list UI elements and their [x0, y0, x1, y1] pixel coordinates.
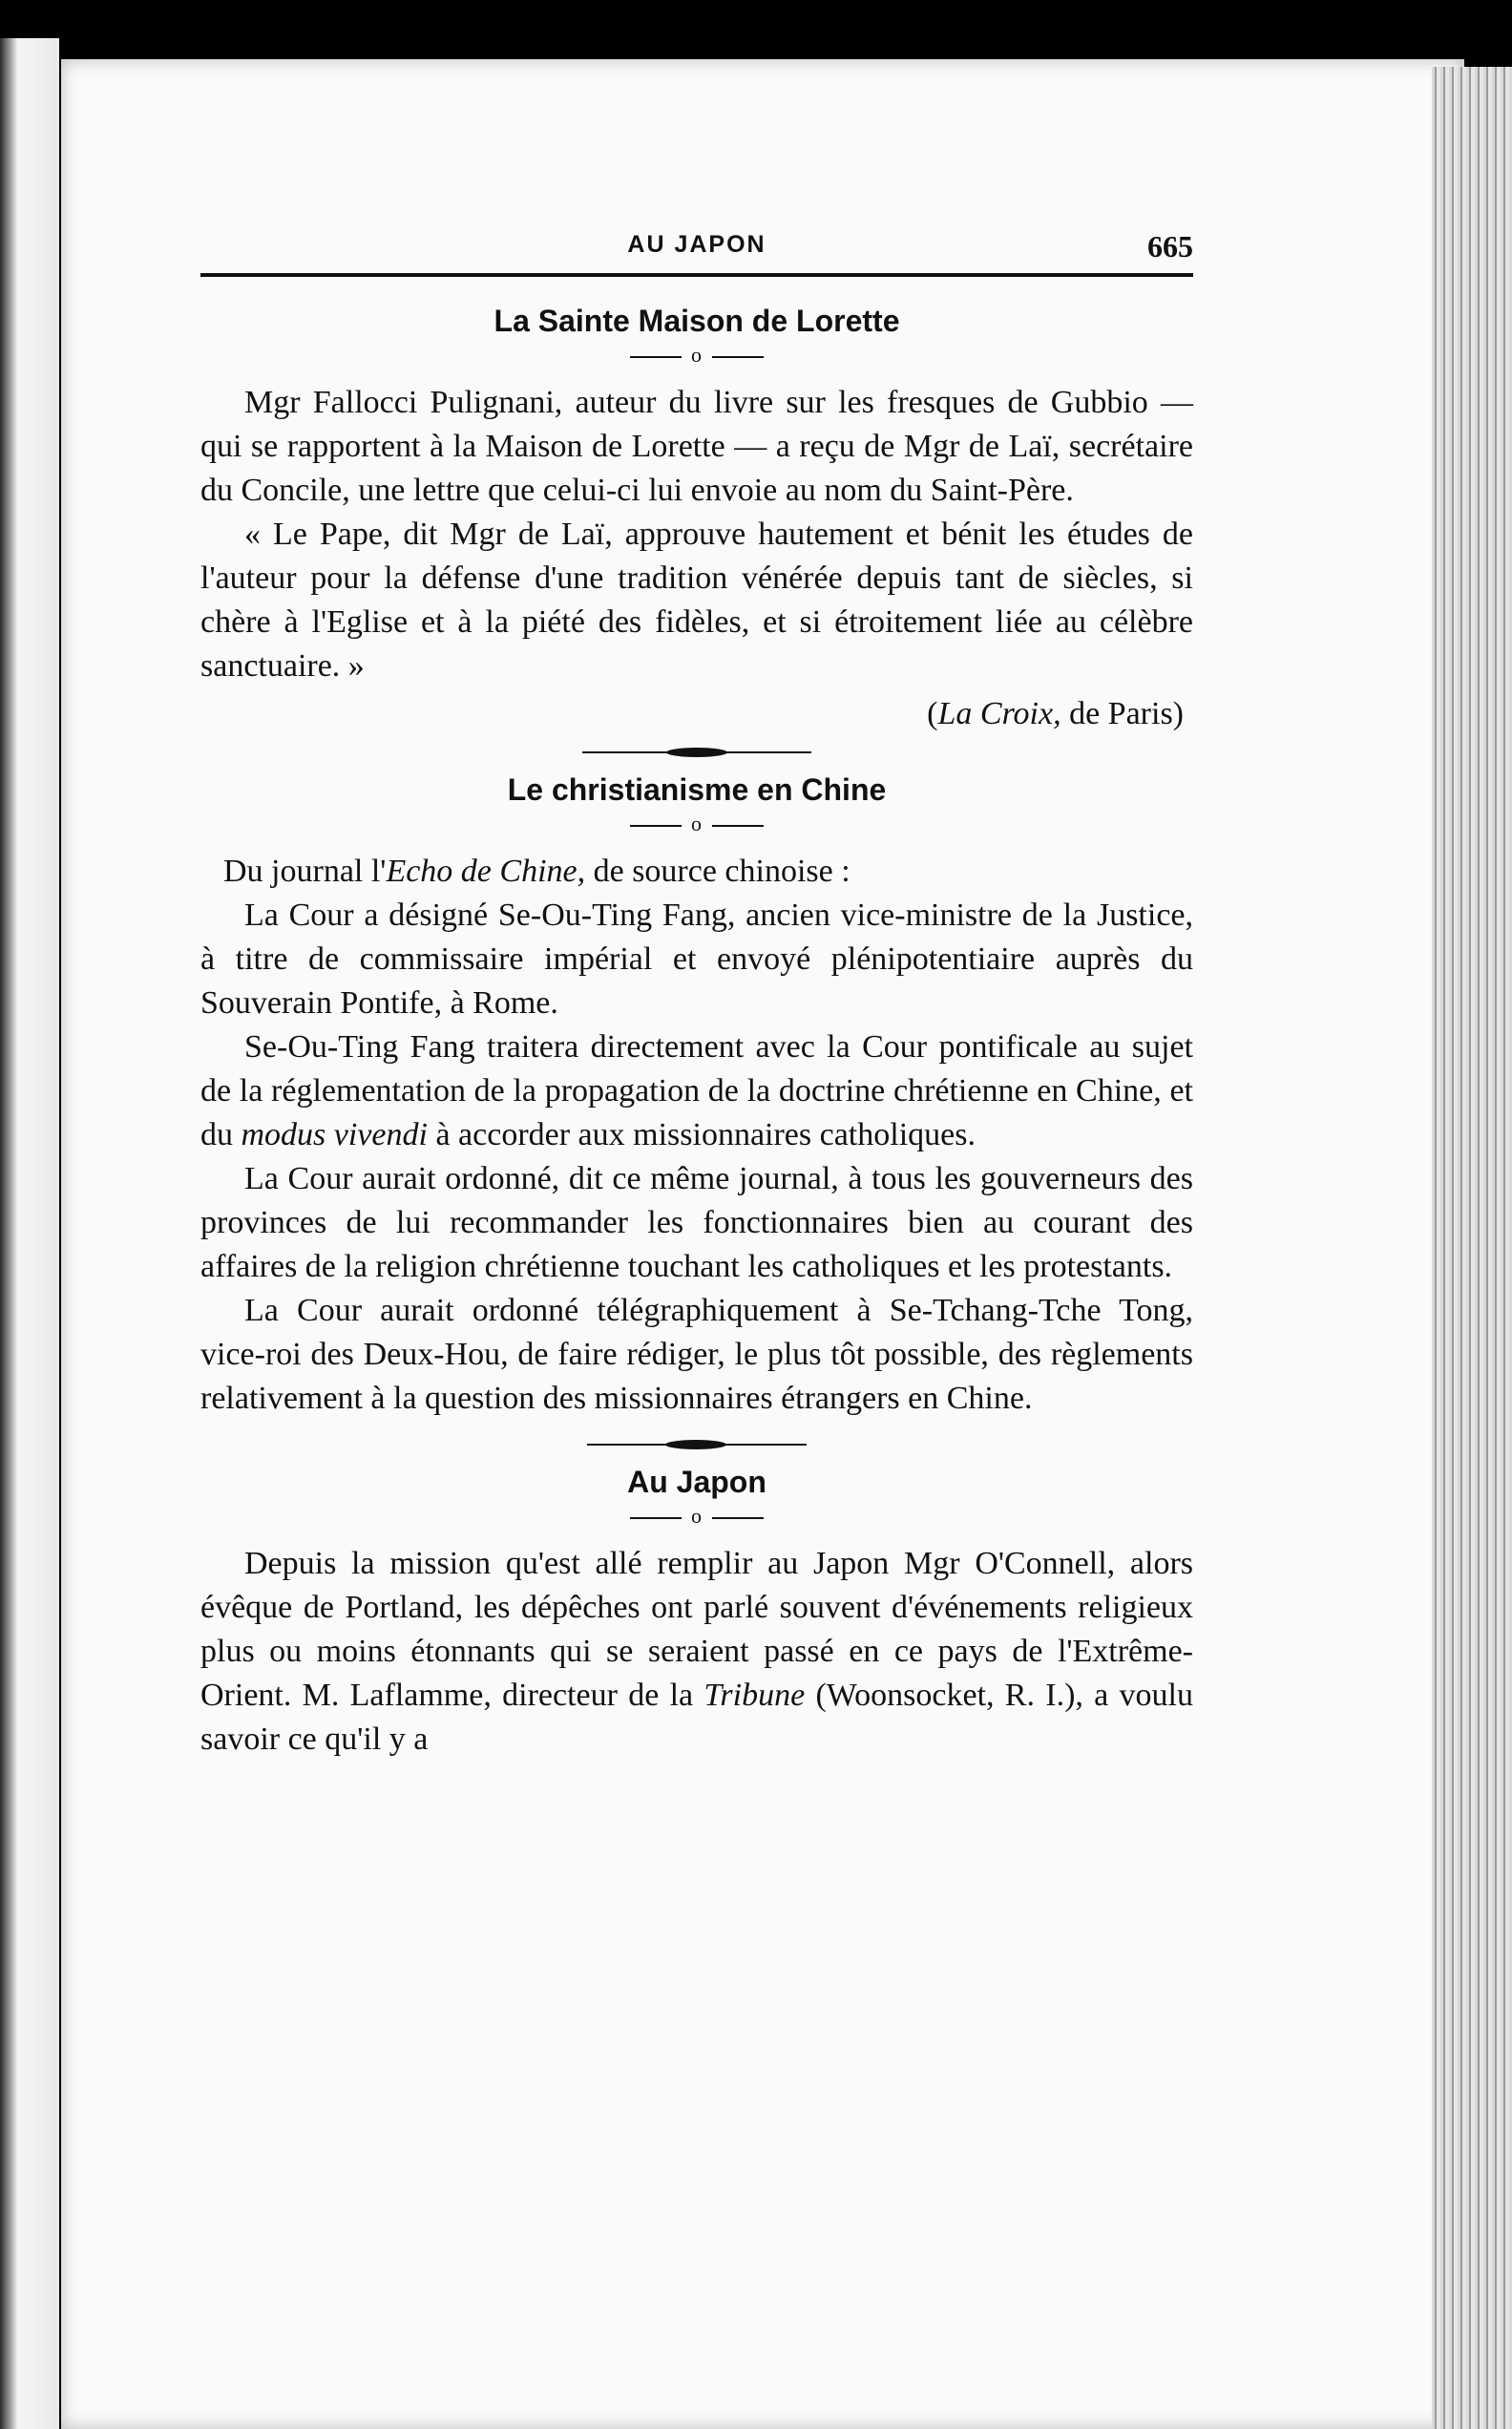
- article-title-japon: Au Japon: [627, 1465, 766, 1499]
- article-title-chine: Le christianisme en Chine: [507, 772, 887, 807]
- paragraph: Mgr Fallocci Pulignani, auteur du livre sur les fresques de Gubbio — qui se rapportent à la Maison de Lorette — a reçu de Mgr de Laï, secrétaire du Concile, une lettre que celui-ci lui envoie au nom du Saint-Père.: [200, 385, 1193, 508]
- title-ornament: o: [200, 343, 1193, 368]
- paragraph: Depuis la mission qu'est allé remplir au Japon Mgr O'Connell, alors évêque de Portland, les dépêches ont parlé souvent d'événements religieux plus ou moins étonnants qui se seraient passé en ce pays de l'Extrême-Orient. M. Laflamme, directeur de la Tribune (Woonsocket, R. I.), a voulu savoir ce qu'il y a: [200, 1546, 1193, 1757]
- page-header: [200, 229, 1193, 277]
- page-number: 665: [1147, 229, 1193, 264]
- left-page-edge: [0, 38, 59, 2429]
- paragraph: La Cour a désigné Se-Ou-Ting Fang, ancien vice-ministre de la Justice, à titre de commissaire impérial et envoyé plénipotentiaire auprès du Souverain Pontife, à Rome.: [200, 898, 1193, 1021]
- source-citation: (La Croix, de Paris): [927, 696, 1184, 731]
- paragraph: « Le Pape, dit Mgr de Laï, approuve hautement et bénit les études de l'auteur pour la défense d'une tradition vénérée depuis tant de siècles, si chère à l'Eglise et à la piété des fidèles, et si étroitement liée au célèbre sanctuaire. »: [200, 517, 1193, 684]
- paragraph: La Cour aurait ordonné, dit ce même journal, à tous les gouverneurs des provinces de lui recommander les fonctionnaires bien au courant des affaires de la religion chrétienne touchant les catholiques et les protestants.: [200, 1161, 1193, 1284]
- paragraph: Du journal l'Echo de Chine, de source chinoise :: [223, 854, 850, 889]
- page-stack-edge: [1432, 67, 1512, 2429]
- section-separator: [587, 1438, 807, 1451]
- paragraph: La Cour aurait ordonné télégraphiquement à Se-Tchang-Tche Tong, vice-roi des Deux-Hou, de faire rédiger, le plus tôt possible, des règlements relativement à la question des missionnaires étrangers en Chine.: [200, 1293, 1193, 1416]
- title-ornament: o: [200, 1504, 1193, 1529]
- page-content: [200, 229, 1193, 1762]
- paragraph: Se-Ou-Ting Fang traitera directement avec la Cour pontificale au sujet de la réglementation de la propagation de la doctrine chrétienne en Chine, et du modus vivendi à accorder aux missionnaires catholiques.: [200, 1029, 1193, 1152]
- section-separator: [582, 746, 811, 759]
- running-head: AU JAPON: [627, 231, 766, 258]
- article-title-lorette: La Sainte Maison de Lorette: [494, 304, 900, 338]
- title-ornament: o: [200, 812, 1193, 836]
